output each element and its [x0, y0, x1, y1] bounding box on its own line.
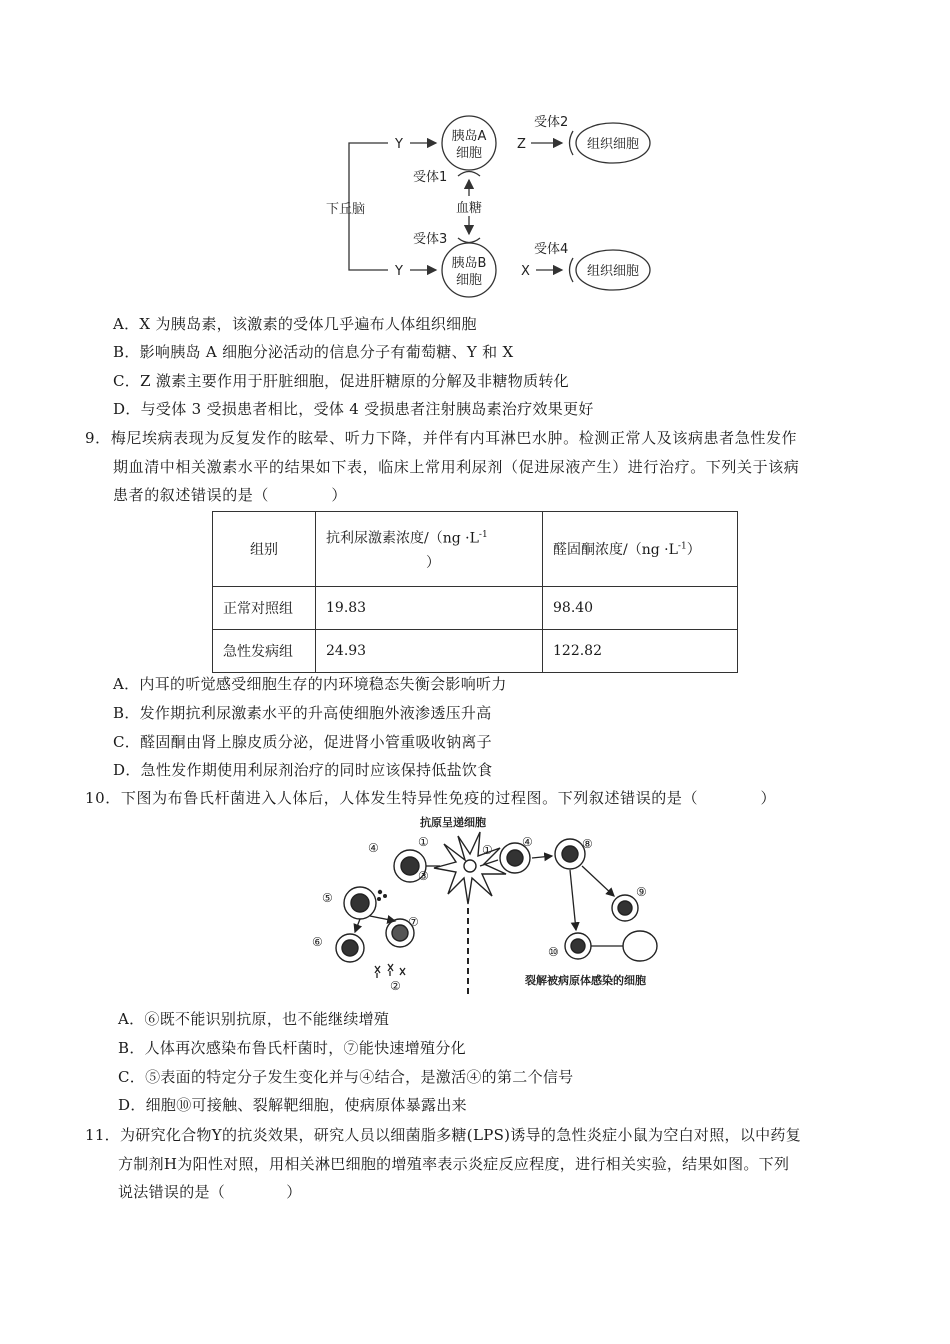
q10-option-a[interactable]: A．⑥既不能识别抗原，也不能继续增殖: [118, 1010, 390, 1028]
q8-option-d[interactable]: D．与受体 3 受损患者相比，受体 4 受损患者注射胰岛素治疗效果更好: [113, 400, 594, 418]
islet-a-cell-line1: 胰岛A: [451, 129, 487, 144]
q9-stem-line1: 9．梅尼埃病表现为反复发作的眩晕、听力下降，并伴有内耳淋巴水肿。检测正常人及该病患者急性发作: [85, 429, 798, 447]
islet-a-cell-line2: 细胞: [455, 146, 483, 161]
receptor3-label: 受体3: [413, 232, 448, 247]
islet-b-cell-line1: 胰岛B: [451, 256, 487, 271]
num-3: ③: [418, 869, 429, 883]
num-5: ⑤: [322, 891, 333, 905]
row-adh-value: 19.83: [316, 587, 543, 630]
y-bottom-label: Y: [395, 264, 403, 279]
q9-option-a[interactable]: A．内耳的听觉感受细胞生存的内环境稳态失衡会影响听力: [113, 675, 507, 693]
z-label: Z: [517, 137, 526, 152]
num-10: ⑩: [548, 945, 559, 959]
q11-stem-line2: 方制剂H为阳性对照，用相关淋巴细胞的增殖率表示炎症反应程度，进行相关实验，结果如图。下列: [118, 1155, 790, 1173]
num-6: ⑥: [312, 935, 323, 949]
q8-option-b[interactable]: B．影响胰岛 A 细胞分泌活动的信息分子有葡萄糖、Y 和 X: [113, 343, 514, 361]
table-header-aldosterone: 醛固酮浓度$/(ng \cdot L^{-1})$: [543, 512, 738, 587]
num-1b: ①: [482, 843, 493, 857]
q9-option-b[interactable]: B．发作期抗利尿激素水平的升高使细胞外液渗透压升高: [113, 704, 492, 722]
y-top-label: Y: [395, 137, 403, 152]
q9-stem-line2: 期血清中相关激素水平的结果如下表，临床上常用利尿剂（促进尿液产生）进行治疗。下列关于该病: [113, 458, 800, 476]
num-4b: ④: [522, 835, 533, 849]
blood-sugar-regulation-diagram: [0, 0, 950, 310]
receptor4-label: 受体4: [534, 242, 569, 257]
q9-option-c[interactable]: C．醛固酮由肾上腺皮质分泌，促进肾小管重吸收钠离子: [113, 733, 492, 751]
num-4a: ④: [368, 841, 379, 855]
q11-stem-line1: 11．为研究化合物Y的抗炎效果，研究人员以细菌脂多糖(LPS)诱导的急性炎症小鼠为空白对照，以中药复: [85, 1126, 802, 1144]
islet-b-cell-line2: 细胞: [455, 273, 483, 288]
tissue-cell-top-label: 组织细胞: [586, 137, 640, 152]
lysis-label: 裂解被病原体感染的细胞: [525, 974, 646, 987]
row-group: 正常对照组: [213, 587, 316, 630]
tissue-cell-bottom-label: 组织细胞: [586, 264, 640, 279]
q10-option-d[interactable]: D．细胞⑩可接触、裂解靶细胞，使病原体暴露出来: [118, 1096, 467, 1114]
q8-option-c[interactable]: C．Z 激素主要作用于肝脏细胞，促进肝糖原的分解及非糖物质转化: [113, 372, 569, 390]
apc-label: 抗原呈递细胞: [420, 816, 486, 829]
blood-sugar-label: 血糖: [455, 201, 483, 216]
q10-stem: 10．下图为布鲁氏杆菌进入人体后，人体发生特异性免疫的过程图。下列叙述错误的是（ ）: [85, 789, 777, 807]
receptor1-label: 受体1: [413, 170, 448, 185]
hypothalamus-label: 下丘脑: [326, 202, 366, 217]
q8-option-a[interactable]: A．X 为胰岛素，该激素的受体几乎遍布人体组织细胞: [113, 315, 477, 333]
q10-option-c[interactable]: C．⑤表面的特定分子发生变化并与④结合，是激活④的第二个信号: [118, 1068, 574, 1086]
q9-stem-line3: 患者的叙述错误的是（ ）: [113, 486, 348, 504]
row-ald-value: 122.82: [543, 630, 738, 673]
row-group: 急性发病组: [213, 630, 316, 673]
q11-stem-line3: 说法错误的是（ ）: [118, 1183, 302, 1201]
num-2: ②: [390, 979, 401, 993]
num-1a: ①: [418, 835, 429, 849]
table-row: [213, 630, 738, 673]
table-header-adh: 抗利尿激素浓度$/(ng \cdot L^{-1}$ ）: [316, 512, 543, 587]
q10-option-b[interactable]: B．人体再次感染布鲁氏杆菌时，⑦能快速增殖分化: [118, 1039, 466, 1057]
immune-response-diagram: [300, 808, 700, 998]
hormone-level-table: [212, 511, 738, 673]
num-9: ⑨: [636, 885, 647, 899]
row-adh-value: 24.93: [316, 630, 543, 673]
q9-option-d[interactable]: D．急性发作期使用利尿剂治疗的同时应该保持低盐饮食: [113, 761, 493, 779]
receptor2-label: 受体2: [534, 115, 569, 130]
x-label: X: [521, 264, 530, 279]
table-header-group: 组别: [213, 512, 316, 587]
table-row: [213, 587, 738, 630]
row-ald-value: 98.40: [543, 587, 738, 630]
num-7: ⑦: [408, 915, 419, 929]
num-8: ⑧: [582, 837, 593, 851]
